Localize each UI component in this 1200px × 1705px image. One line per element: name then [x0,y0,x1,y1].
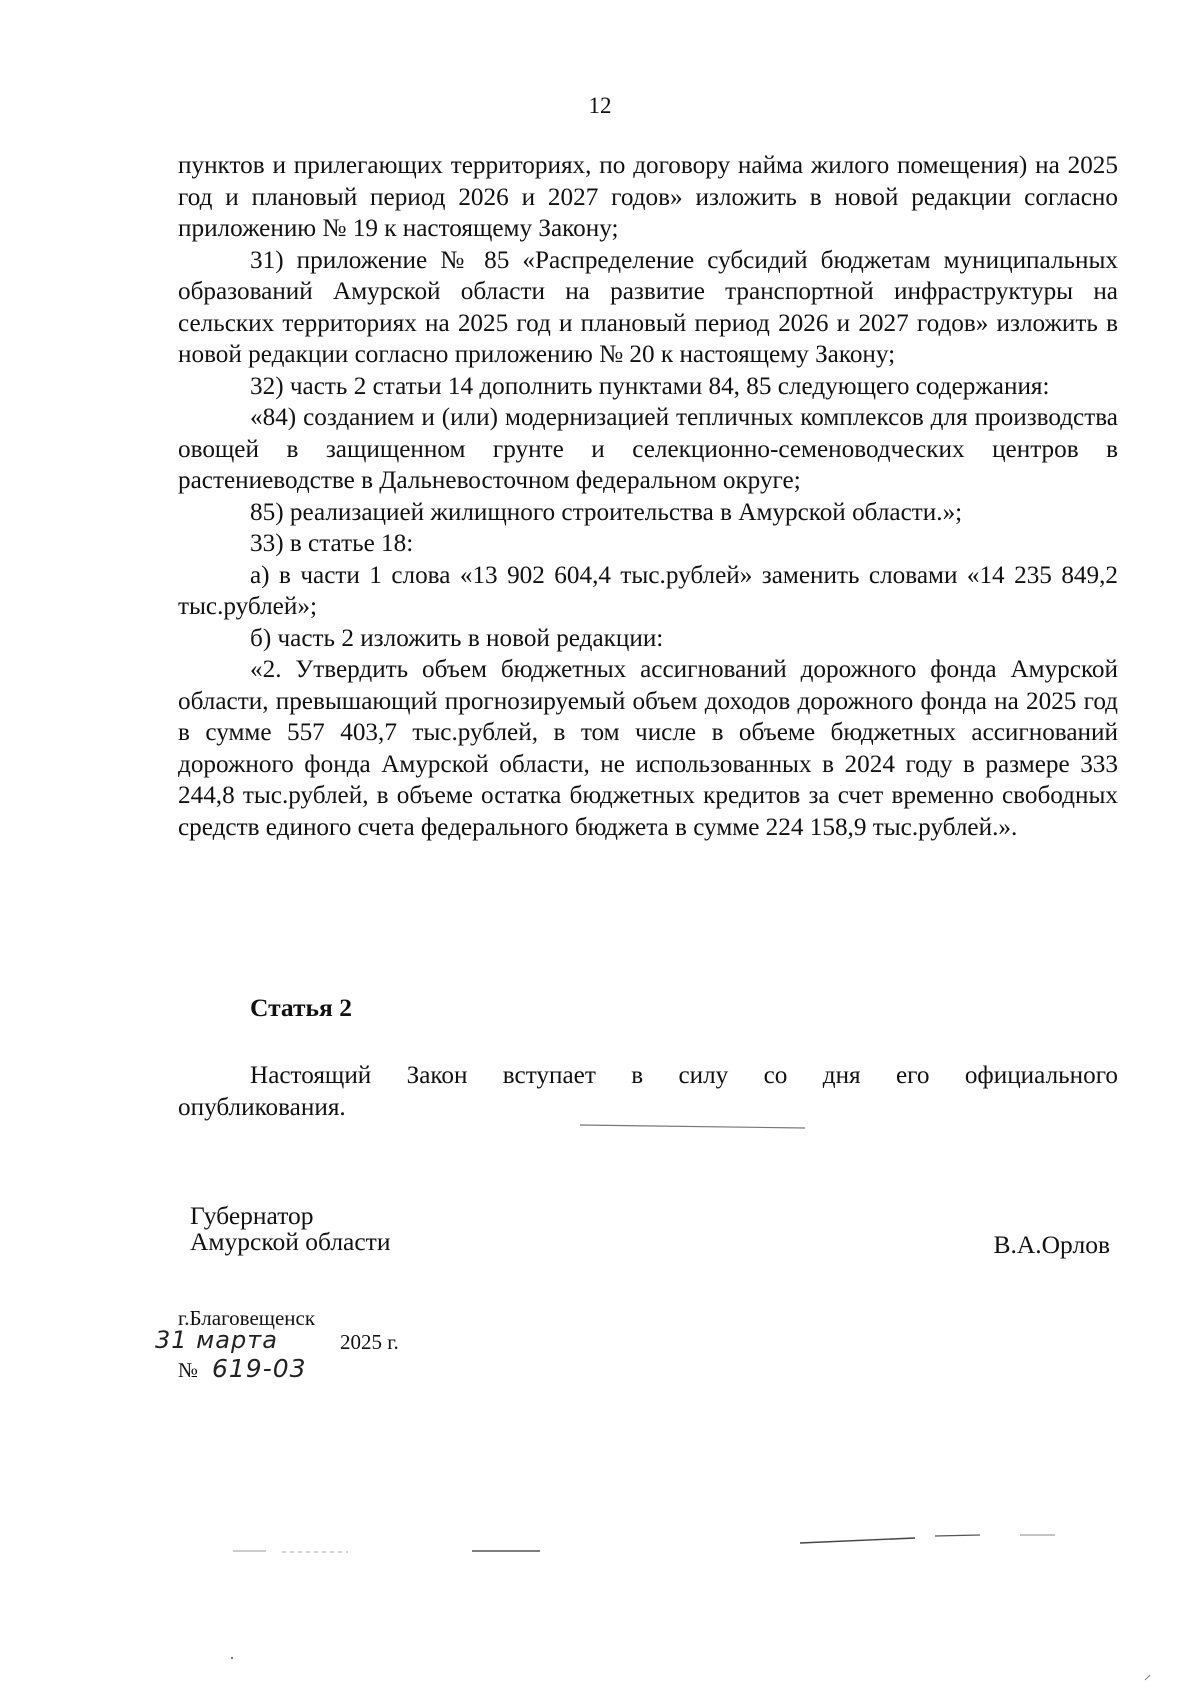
paragraph-subitem-a: а) в части 1 слова «13 902 604,4 тыс.рублей» заменить словами «14 235 849,2 тыс.рублей»; [178,561,1118,620]
paragraph-continuation: пунктов и прилегающих территориях, по договору найма жилого помещения) на 2025 год и плановый период 2026 и 2027 годов» изложить в новой редакции согласно приложению № 19 к настоящему Закону; [178,152,1118,242]
number-label: № [178,1358,199,1382]
paragraph-item-85: 85) реализацией жилищного строительства в Амурской области.»; [250,498,963,526]
article-title: Статья 2 [250,993,352,1022]
paragraph-item-31: 31) приложение № 85 «Распределение субсидий бюджетам муниципальных образований Амурской области на развитие транспортной инфраструктуры на сельских территориях на 2025 год и плановый период 2026 и 2027 годов» изложить в новой редакции согласно приложению № 20 к настоящему Закону; [178,246,1118,368]
article-text-line-2: опубликования. [178,1093,346,1121]
article-text-line-1: Настоящий Закон вступает в силу со дня его официального [250,1062,1118,1089]
signature-title-line-1: Губернатор [190,1201,314,1230]
signature-name: В.А.Орлов [993,1230,1110,1259]
handwritten-date: 31 марта [155,1326,278,1354]
printed-year: 2025 г. [340,1330,399,1354]
page-number: 12 [588,93,612,118]
place-of-signing: г.Благовещенск [178,1306,316,1330]
signature-title-line-2: Амурской области [190,1227,391,1256]
paragraph-item-32: 32) часть 2 статьи 14 дополнить пунктами 84, 85 следующего содержания: [250,372,1050,400]
paragraph-item-84: «84) созданием и (или) модернизацией тепличных комплексов для производства овощей в защищенном грунте и селекционно-семеноводческих центров в растениеводстве в Дальневосточном федеральном округе; [178,404,1118,494]
paragraph-road-fund: «2. Утвердить объем бюджетных ассигнований дорожного фонда Амурской области, превышающий прогнозируемый объем доходов дорожного фонда на 2025 год в сумме 557 403,7 тыс.рублей, в том числе в объеме бюджетных ассигнований дорожного фонда Амурской области, не использованных в 2024 году в размере 333 244,8 тыс.рублей, в объеме остатка бюджетных кредитов за счет временно свободных средств единого счета федерального бюджета в сумме 224 158,9 тыс.рублей.». [178,656,1118,841]
handwritten-number: 619-03 [212,1354,307,1383]
paragraph-subitem-b: б) часть 2 изложить в новой редакции: [250,624,664,652]
paragraph-item-33: 33) в статье 18: [250,530,414,557]
